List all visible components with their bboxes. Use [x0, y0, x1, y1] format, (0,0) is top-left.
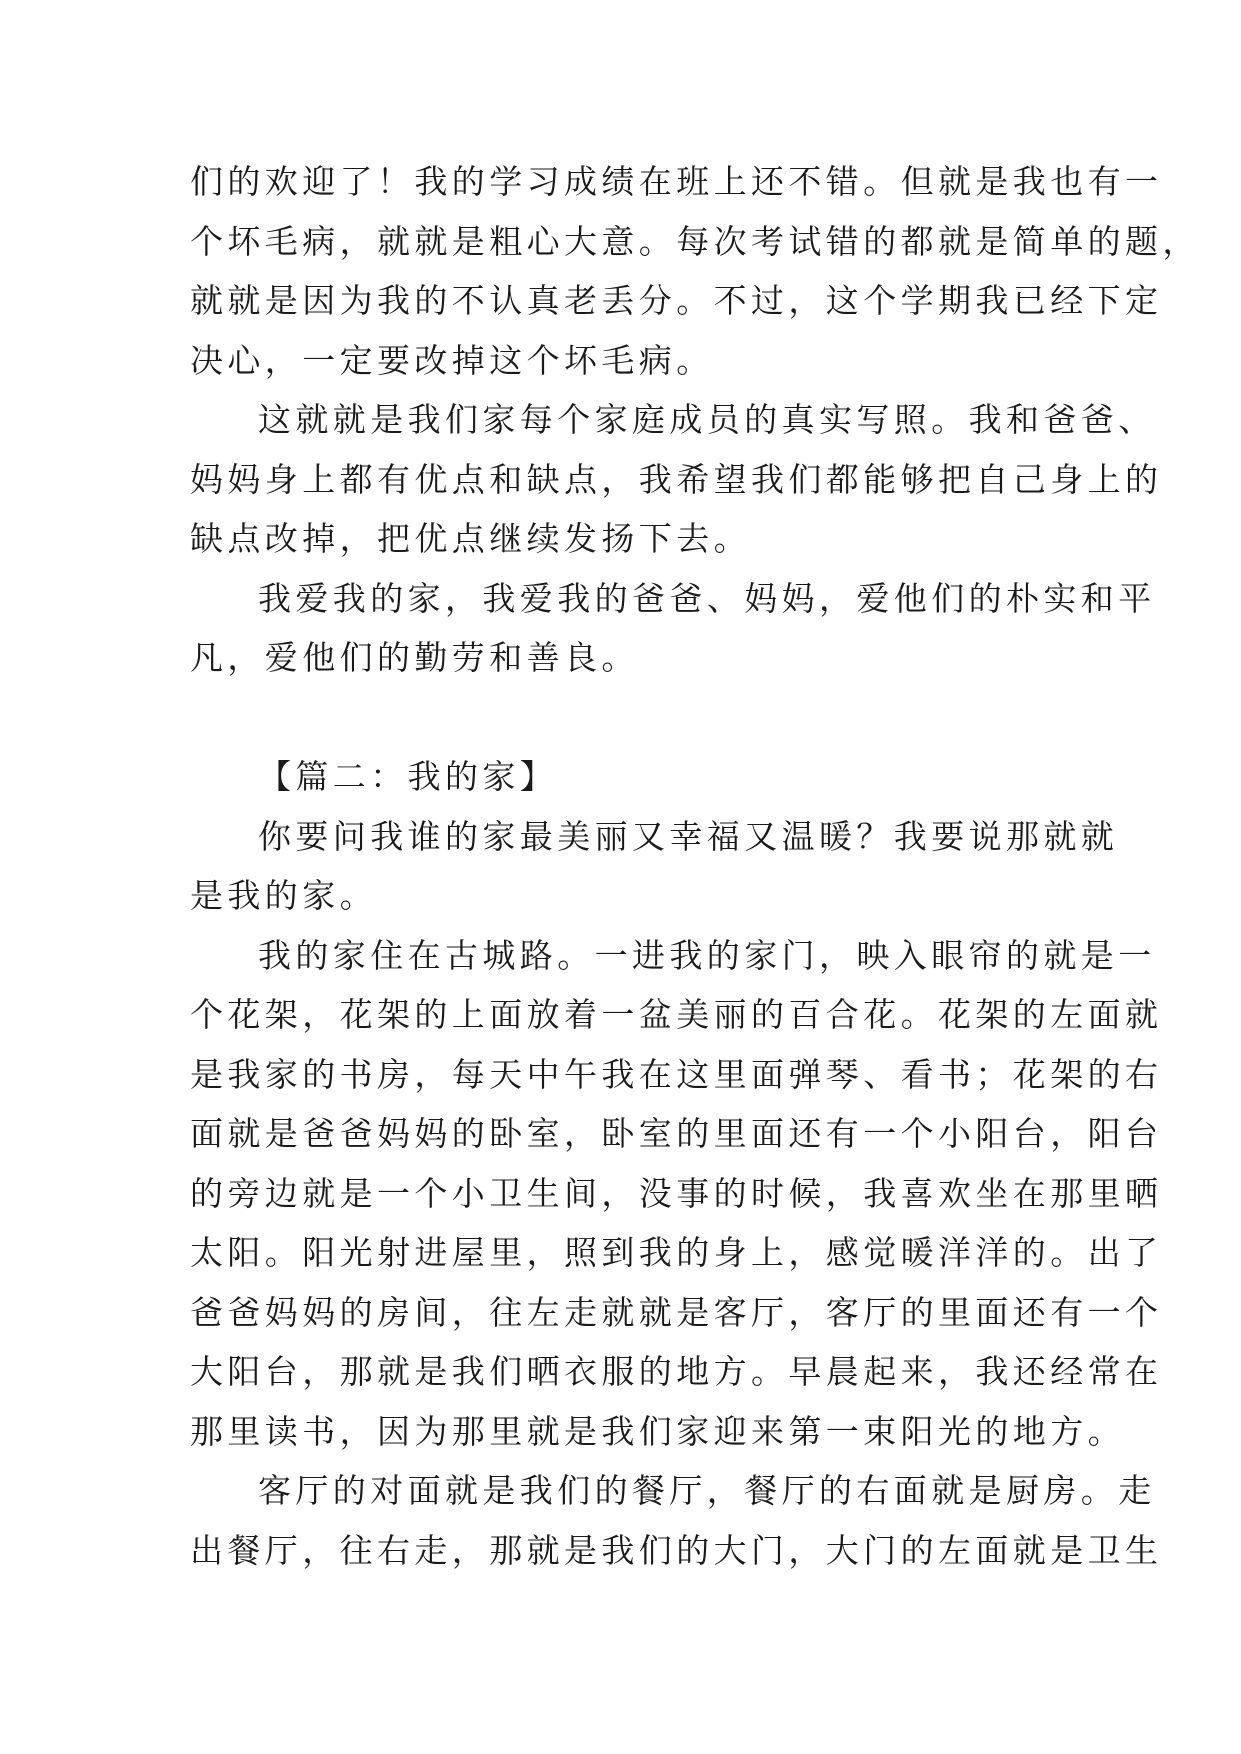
text-line: 爸爸妈妈的房间，往左走就就是客厅，客厅的里面还有一个 [190, 1292, 1163, 1332]
text-line: 就就是因为我的不认真老丢分。不过，这个学期我已经下定 [190, 281, 1163, 320]
text-line: 大阳台，那就是我们晒衣服的地方。早晨起来，我还经常在 [190, 1352, 1163, 1391]
text-line: 我爱我的家，我爱我的爸爸、妈妈，爱他们的朴实和平 [258, 578, 1156, 618]
section-heading [190, 747, 1060, 807]
text-line: 个花架，花架的上面放着一盆美丽的百合花。花架的左面就 [190, 995, 1163, 1034]
document-body [190, 152, 1200, 1580]
text-line: 面就是爸爸妈妈的卧室，卧室的里面还有一个小阳台，阳台 [190, 1114, 1163, 1153]
text-line: 决心，一定要改掉这个坏毛病。 [190, 340, 714, 380]
text-line: 们的欢迎了！我的学习成绩在班上还不错。但就是我也有一 [190, 162, 1163, 201]
text-line: 缺点改掉，把优点继续发扬下去。 [190, 519, 751, 558]
text-line: 我的家住在古城路。一进我的家门，映入眼帘的就是一 [258, 935, 1156, 975]
text-line: 凡，爱他们的勤劳和善良。 [190, 638, 639, 677]
paragraph [190, 926, 1163, 1462]
text-line: 出餐厅，往右走，那就是我们的大门，大门的左面就是卫生 [190, 1530, 1163, 1570]
paragraph [190, 569, 1156, 688]
text-line: 那里读书，因为那里就是我们家迎来第一束阳光的地方。 [190, 1411, 1125, 1451]
text-line: 这就就是我们家每个家庭成员的真实写照。我和爸爸、 [258, 400, 1156, 439]
paragraph [190, 390, 1163, 569]
text-line: 个坏毛病，就就是粗心大意。每次考试错的都就是简单的题， [190, 221, 1200, 261]
text-line: 你要问我谁的家最美丽又幸福又温暖？我要说那就就 [258, 816, 1119, 856]
text-line: 是我家的书房，每天中午我在这里面弹琴、看书；花架的右 [190, 1054, 1163, 1094]
paragraph [190, 807, 1119, 926]
text-line: 太阳。阳光射进屋里，照到我的身上，感觉暖洋洋的。出了 [190, 1233, 1163, 1272]
blank-line [190, 688, 1060, 748]
text-line: 妈妈身上都有优点和缺点，我希望我们都能够把自己身上的 [190, 459, 1163, 499]
text-line: 是我的家。 [190, 876, 377, 915]
heading-text: 【篇二：我的家】 [258, 757, 558, 796]
paragraph [190, 152, 1200, 390]
paragraph [190, 1461, 1163, 1580]
text-line: 的旁边就是一个小卫生间，没事的时候，我喜欢坐在那里晒 [190, 1173, 1163, 1213]
text-line: 客厅的对面就是我们的餐厅，餐厅的右面就是厨房。走 [258, 1471, 1156, 1510]
